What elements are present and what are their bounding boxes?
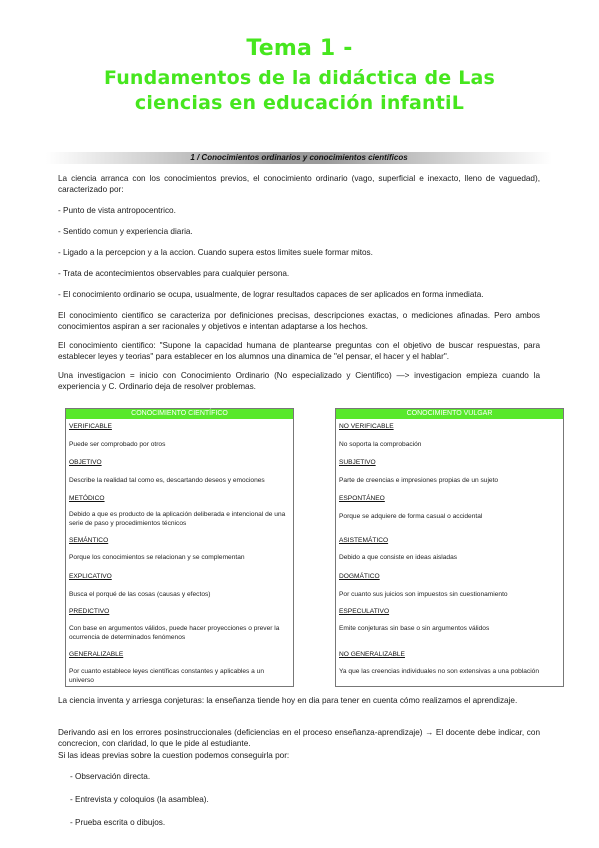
table-desc: Debido a que consiste en ideas aisladas (339, 554, 458, 561)
table-term: NO GENERALIZABLE (339, 651, 405, 658)
table-desc: Con base en argumentos válidos, puede hacer proyecciones o prever la ocurrencia de determinados fenómenos (69, 625, 280, 641)
table-desc: No soporta la comprobación (339, 441, 422, 448)
list-item: - Punto de vista antropocentrico. (58, 206, 176, 215)
table-desc: Emite conjeturas sin base o sin argumentos válidos (339, 625, 490, 632)
table-desc: Porque los conocimientos se relacionan y se complementan (69, 554, 245, 561)
table-term: SUBJETIVO (339, 459, 376, 466)
table-desc: Describe la realidad tal como es, descartando deseos y emociones (69, 477, 265, 484)
list-item: - Prueba escrita o dibujos. (70, 818, 166, 827)
table-term: ESPECULATIVO (339, 608, 390, 615)
table-desc: Puede ser comprobado por otros (69, 441, 166, 448)
table-term: VERIFICABLE (69, 423, 112, 430)
list-item: - Entrevista y coloquios (la asamblea). (70, 795, 209, 804)
table-header: CONOCIMIENTO CIENTÍFICO (66, 409, 293, 419)
table-desc: Porque se adquiere de forma casual o accidental (339, 513, 483, 520)
table-term: METÓDICO (69, 495, 105, 502)
paragraph: El conocimiento cientifico: "Supone la capacidad humana de plantearse preguntas con el objetivo de buscar respuestas, para establecer leyes y teorias" para establecer en los alumnos una dinamica de "el pensar, el hacer y el hablar". (58, 341, 540, 361)
title-line1: Tema 1 - (246, 36, 353, 61)
paragraph: El conocimiento cientifico se caracteriza por definiciones precisas, descripciones exactas, o mediciones afinadas. Pero ambos conocimientos aspiran a ser racionales y objetivos e intentan adaptarse a los hechos. (58, 311, 540, 331)
section-heading: 1 / Conocimientos ordinarios y conocimientos científicos (46, 152, 552, 164)
table-term: SEMÁNTICO (69, 537, 109, 544)
table-term: PREDICTIVO (69, 608, 110, 615)
list-item: - El conocimiento ordinario se ocupa, usualmente, de lograr resultados capaces de ser aplicados en forma inmediata. (58, 290, 484, 299)
table-term: ESPONTÁNEO (339, 495, 385, 502)
table-term: OBJETIVO (69, 459, 102, 466)
list-item: - Trata de acontecimientos observables para cualquier persona. (58, 269, 290, 278)
paragraph: Una investigacion = inicio con Conocimiento Ordinario (No especializado y Cientifico) —> investigacion empieza cuando la experiencia y C. Ordinario deja de resolver problemas. (58, 371, 540, 391)
title-line2: Fundamentos de la didáctica de Las ciencias en educación infantiL (103, 67, 496, 114)
table-desc: Por cuanto sus juicios son impuestos sin cuestionamiento (339, 591, 508, 598)
paragraph: La ciencia arranca con los conocimientos previos, el conocimiento ordinario (vago, superficial e inexacto, lleno de vaguedad), caracterizado por: (58, 174, 540, 194)
common-knowledge-table (335, 408, 564, 687)
scientific-knowledge-table (65, 408, 294, 687)
table-term: NO VERIFICABLE (339, 423, 394, 430)
list-item: - Observación directa. (70, 772, 151, 781)
list-item: - Sentido comun y experiencia diaria. (58, 227, 193, 236)
table-term: ASISTEMÁTICO (339, 537, 389, 544)
table-term: GENERALIZABLE (69, 651, 124, 658)
paragraph: Derivando asi en los errores posinstruccionales (deficiencias en el proceso enseñanza-aprendizaje) → El docente debe indicar, con concrecion, con claridad, lo que le pide al estudiante. (58, 728, 540, 748)
table-desc: Busca el porqué de las cosas (causas y efectos) (69, 591, 211, 598)
table-header: CONOCIMIENTO VULGAR (336, 409, 563, 419)
table-desc: Parte de creencias e impresiones propias de un sujeto (339, 477, 499, 484)
table-term: DOGMÁTICO (339, 573, 380, 580)
paragraph: La ciencia inventa y arriesga conjeturas: la enseñanza tiende hoy en dia para tener en cuenta cómo realizamos el aprendizaje. (58, 696, 518, 705)
list-item: - Ligado a la percepcion y a la accion. Cuando supera estos limites suele formar mitos. (58, 248, 373, 257)
table-term: EXPLICATIVO (69, 573, 112, 580)
table-desc: Ya que las creencias individuales no son extensivas a una población (339, 668, 540, 675)
table-desc: Por cuanto establece leyes científicas constantes y aplicables a un universo (69, 668, 264, 684)
table-desc: Debido a que es producto de la aplicación deliberada e intencional de una serie de paso y procedimientos técnicos (69, 511, 286, 527)
paragraph: Si las ideas previas sobre la cuestion podemos conseguirla por: (58, 751, 290, 760)
